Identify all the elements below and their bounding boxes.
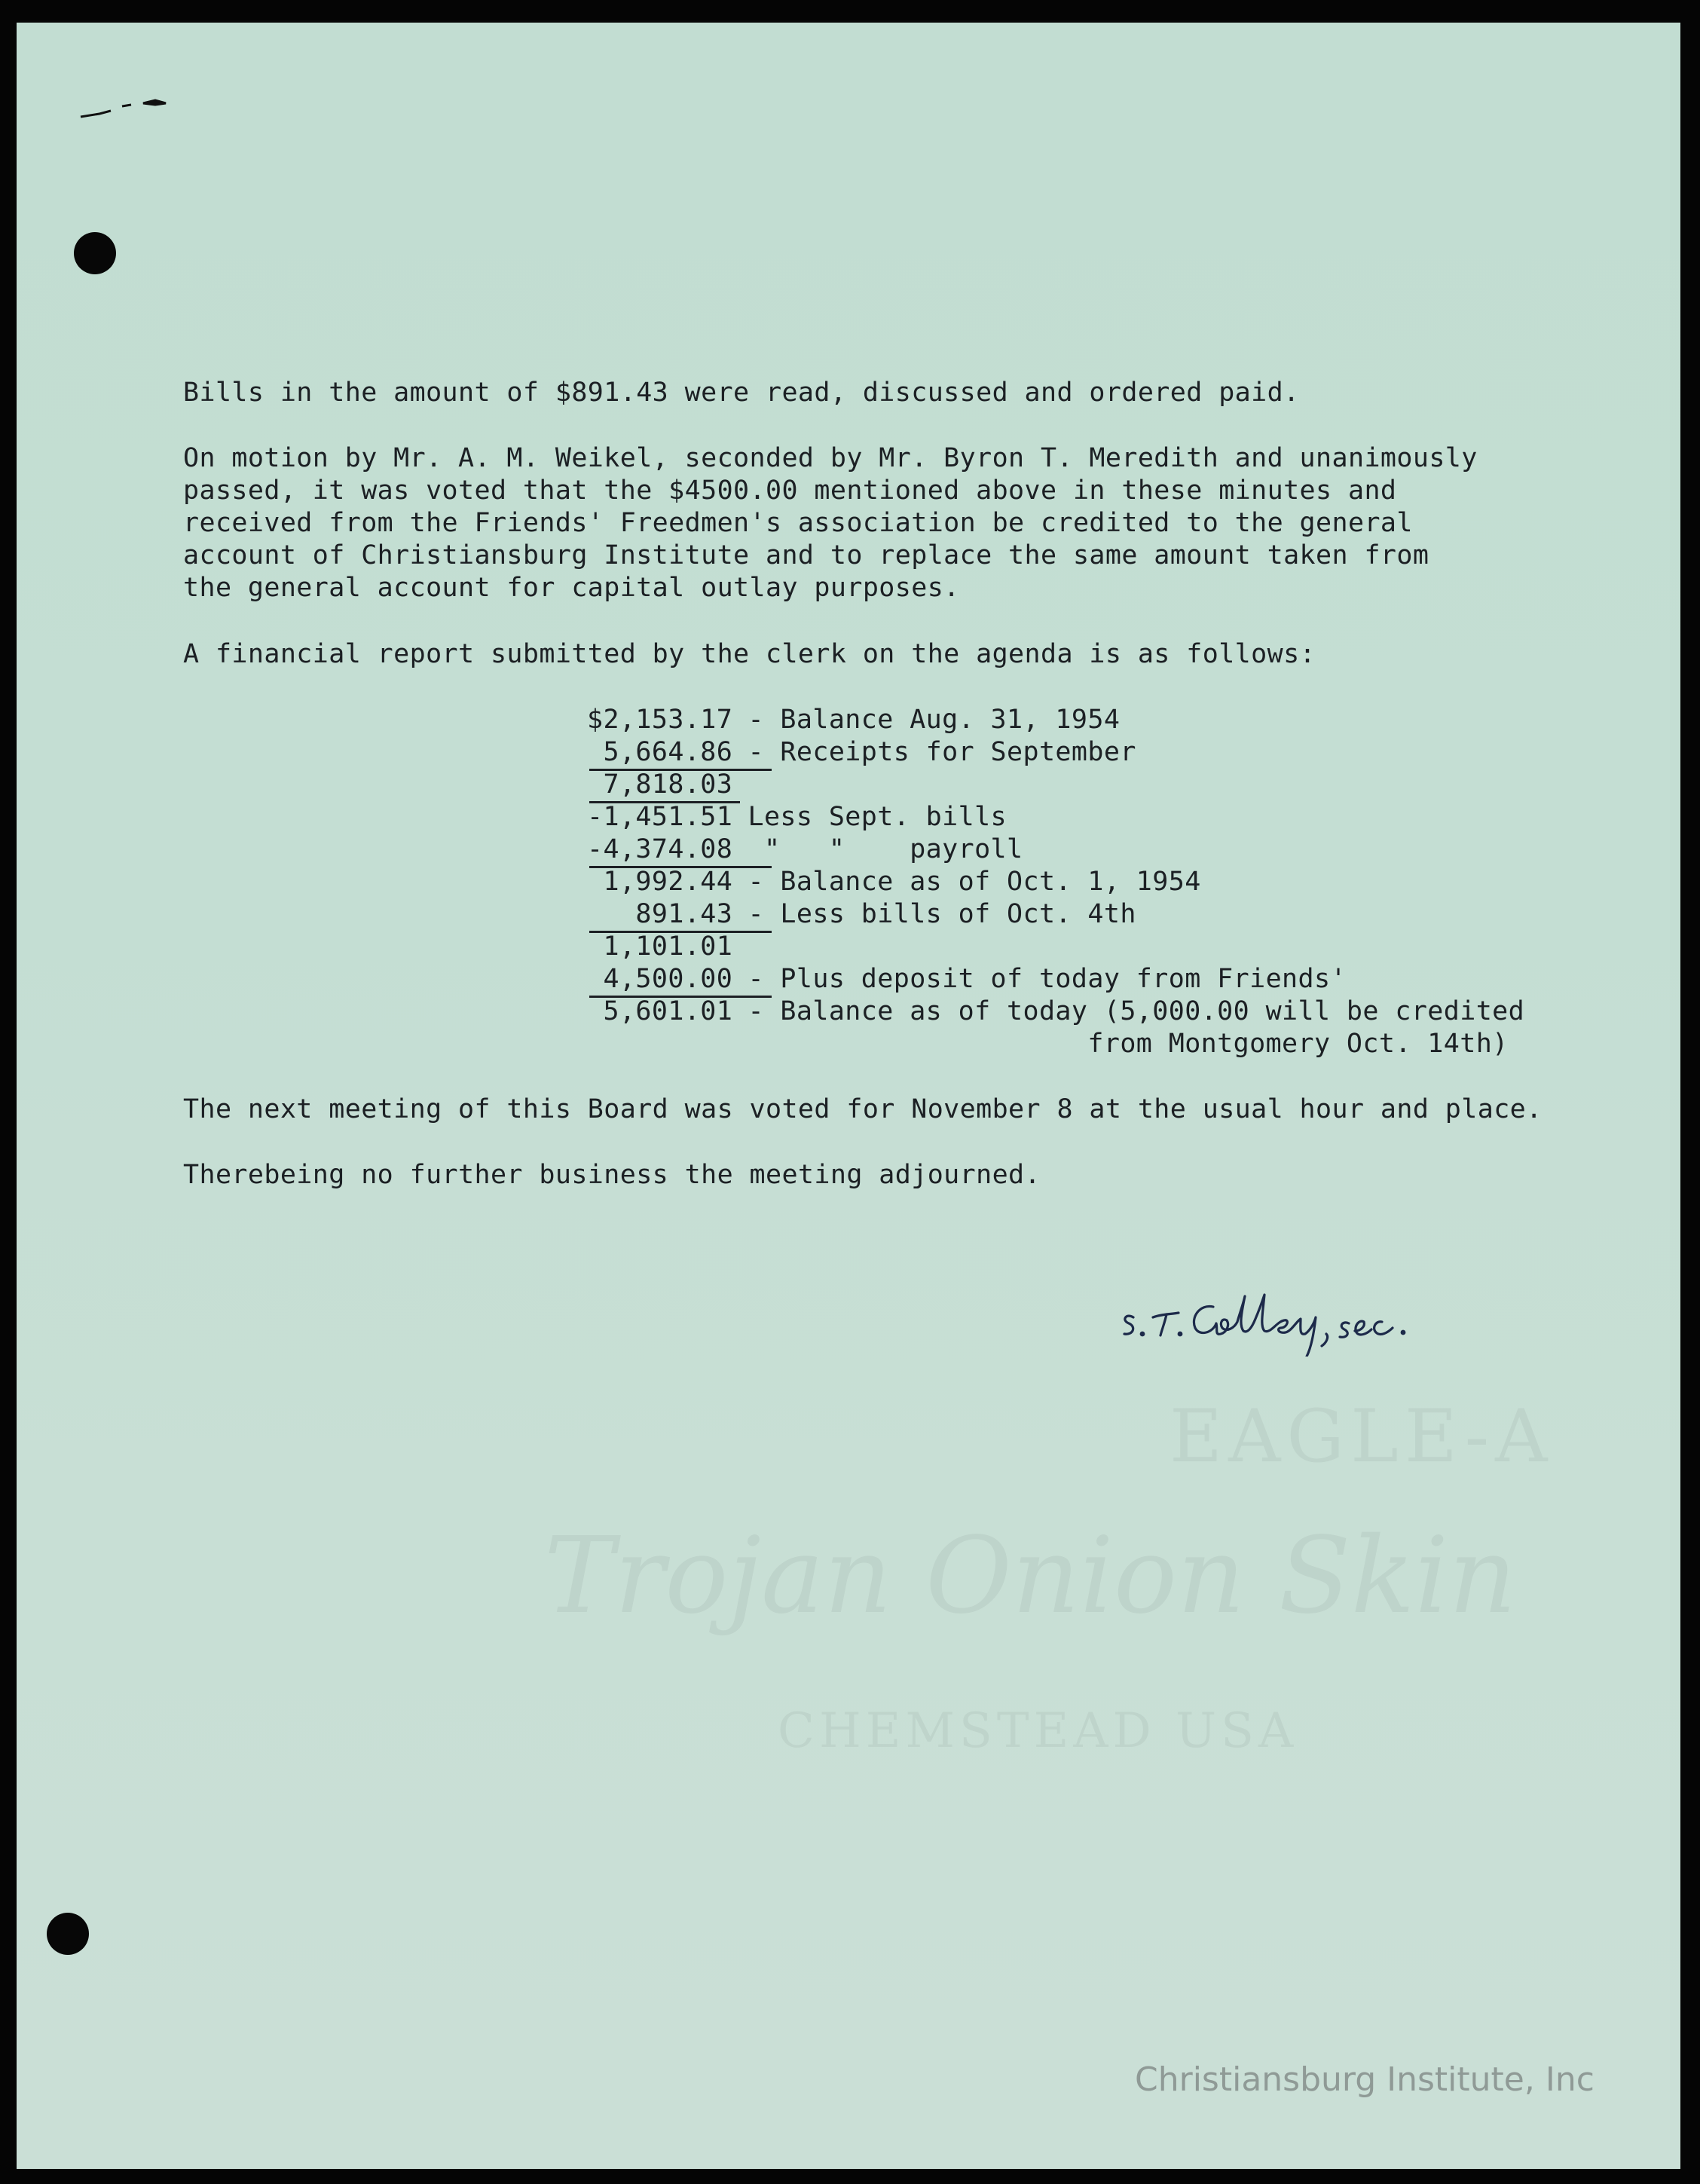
motion-line: account of Christiansburg Institute and to replace the same amount taken from	[183, 540, 1429, 570]
ledger-description: - Receipts for September	[732, 737, 1136, 767]
ledger-description: Less Sept. bills	[732, 802, 1007, 832]
ledger-description: " " payroll	[732, 834, 1023, 864]
ledger-description: - Balance as of today (5,000.00 will be credited	[732, 996, 1525, 1026]
archive-watermark: Christiansburg Institute, Inc	[1135, 2060, 1595, 2099]
bills-paragraph: Bills in the amount of $891.43 were read, discussed and ordered paid.	[183, 378, 1300, 408]
ledger-amount: 1,101.01	[587, 931, 733, 962]
bleed-through-brand: EAGLE-A	[1170, 1394, 1554, 1479]
ledger-amount: 7,818.03	[587, 769, 733, 800]
ledger-amount: 5,601.01	[587, 996, 733, 1026]
ledger-amount: 1,992.44	[587, 867, 733, 897]
ledger-description: - Less bills of Oct. 4th	[732, 899, 1136, 929]
punch-hole-bottom	[47, 1913, 89, 1955]
adjourn-paragraph: Therebeing no further business the meeting adjourned.	[183, 1160, 1041, 1190]
ledger-description: - Plus deposit of today from Friends'	[732, 964, 1347, 994]
ledger-amount: $2,153.17	[587, 705, 733, 735]
ledger-amount: 5,664.86	[587, 737, 733, 767]
ink-speck	[77, 94, 182, 124]
document-page	[17, 23, 1680, 2169]
punch-hole-top	[74, 232, 116, 274]
motion-line: passed, it was voted that the $4500.00 mentioned above in these minutes and	[183, 476, 1397, 506]
bleed-through-product: Trojan Onion Skin	[544, 1515, 1517, 1638]
motion-line: received from the Friends' Freedmen's association be credited to the general	[183, 508, 1413, 538]
secretary-signature	[1117, 1274, 1509, 1357]
ledger-description: - Balance Aug. 31, 1954	[732, 705, 1121, 735]
ledger-amount: 4,500.00	[587, 964, 733, 994]
ledger-amount: -4,374.08	[587, 834, 733, 864]
report-intro: A financial report submitted by the clerk on the agenda is as follows:	[183, 639, 1316, 669]
motion-line: the general account for capital outlay purposes.	[183, 573, 960, 603]
ledger-description: from Montgomery Oct. 14th)	[732, 1029, 1509, 1059]
ledger-description: - Balance as of Oct. 1, 1954	[732, 867, 1201, 897]
bleed-through-maker: CHEMSTEAD USA	[778, 1703, 1298, 1759]
ledger-amount: -1,451.51	[587, 802, 733, 832]
ledger-amount: 891.43	[587, 899, 733, 929]
motion-line: On motion by Mr. A. M. Weikel, seconded by Mr. Byron T. Meredith and unanimously	[183, 443, 1478, 473]
next-meeting-paragraph: The next meeting of this Board was voted for November 8 at the usual hour and place.	[183, 1094, 1543, 1124]
